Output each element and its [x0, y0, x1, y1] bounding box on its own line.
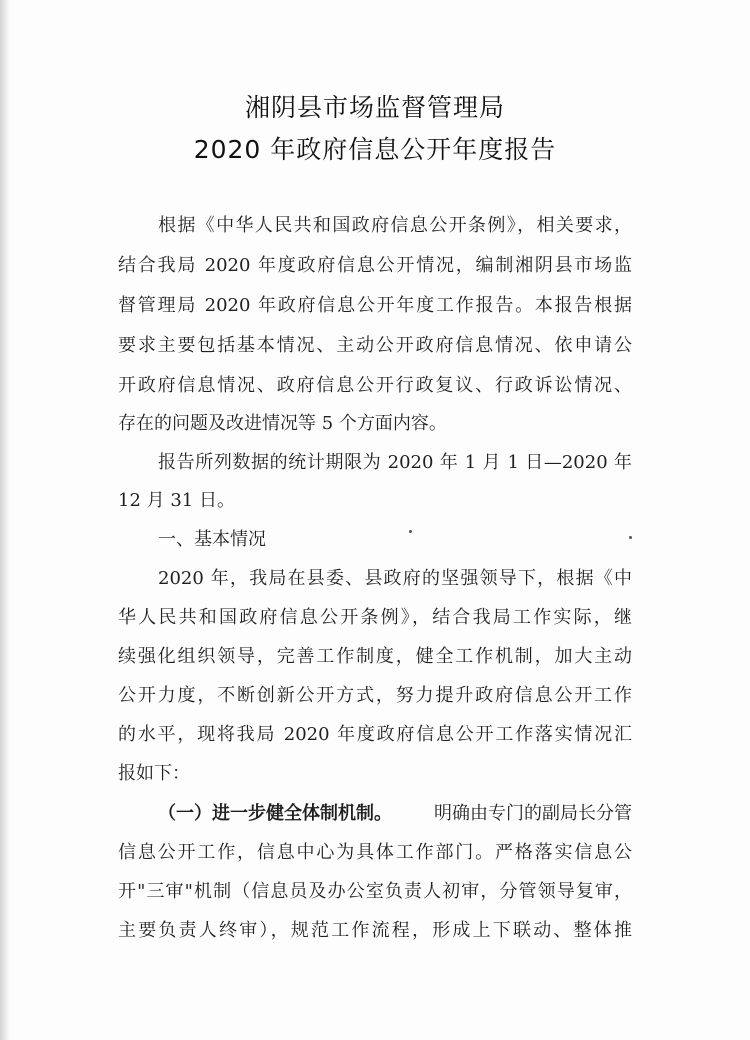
paragraph-line: 12 月 31 日。 — [118, 490, 235, 511]
paragraph-line: 结合我局 2020 年度政府信息公开情况，编制湘阴县市场监 — [118, 255, 632, 276]
paragraph-line: 2020 年，我局在县委、县政府的坚强领导下，根据《中 — [158, 568, 632, 589]
scan-speck — [629, 536, 632, 539]
paragraph-line: 要求主要包括基本情况、主动公开政府信息情况、依申请公 — [118, 335, 632, 356]
scan-speck — [409, 530, 412, 533]
paragraph-line: 督管理局 2020 年政府信息公开年度工作报告。本报告根据 — [118, 295, 632, 316]
paragraph-line: 华人民共和国政府信息公开条例》，结合我局工作实际，继 — [118, 607, 632, 628]
paragraph-line: 主要负责人终审），规范工作流程，形成上下联动、整体推 — [118, 920, 632, 941]
paragraph-line: 的水平，现将我局 2020 年度政府信息公开工作落实情况汇 — [118, 724, 632, 745]
section-heading: 一、基本情况 — [158, 529, 266, 550]
paragraph-line: 存在的问题及改进情况等 5 个方面内容。 — [118, 413, 447, 434]
paragraph-line: 开政府信息情况、政府信息公开行政复议、行政诉讼情况、 — [118, 375, 632, 396]
subsection-first-text: 明确由专门的副局长分管 — [434, 803, 632, 824]
paragraph-line: 续强化组织领导，完善工作制度，健全工作机制，加大主动 — [118, 646, 632, 667]
paragraph-line: 报告所列数据的统计期限为 2020 年 1 月 1 日—2020 年 — [158, 452, 632, 473]
document-title-line2: 2020 年政府信息公开年度报告 — [193, 135, 557, 164]
paragraph-line: 根据《中华人民共和国政府信息公开条例》，相关要求， — [158, 215, 632, 236]
paragraph-line: 报如下： — [118, 763, 190, 784]
paragraph-line: 开"三审"机制（信息员及办公室负责人初审，分管领导复审， — [118, 881, 632, 902]
subsection-first-line — [158, 802, 632, 826]
paragraph-line: 公开力度，不断创新公开方式，努力提升政府信息公开工作 — [118, 685, 632, 706]
subsection-heading: （一）进一步健全体制机制。 — [158, 803, 392, 824]
paragraph-line: 信息公开工作，信息中心为具体工作部门。严格落实信息公 — [118, 842, 632, 863]
document-title-line1: 湘阴县市场监督管理局 — [244, 93, 505, 122]
